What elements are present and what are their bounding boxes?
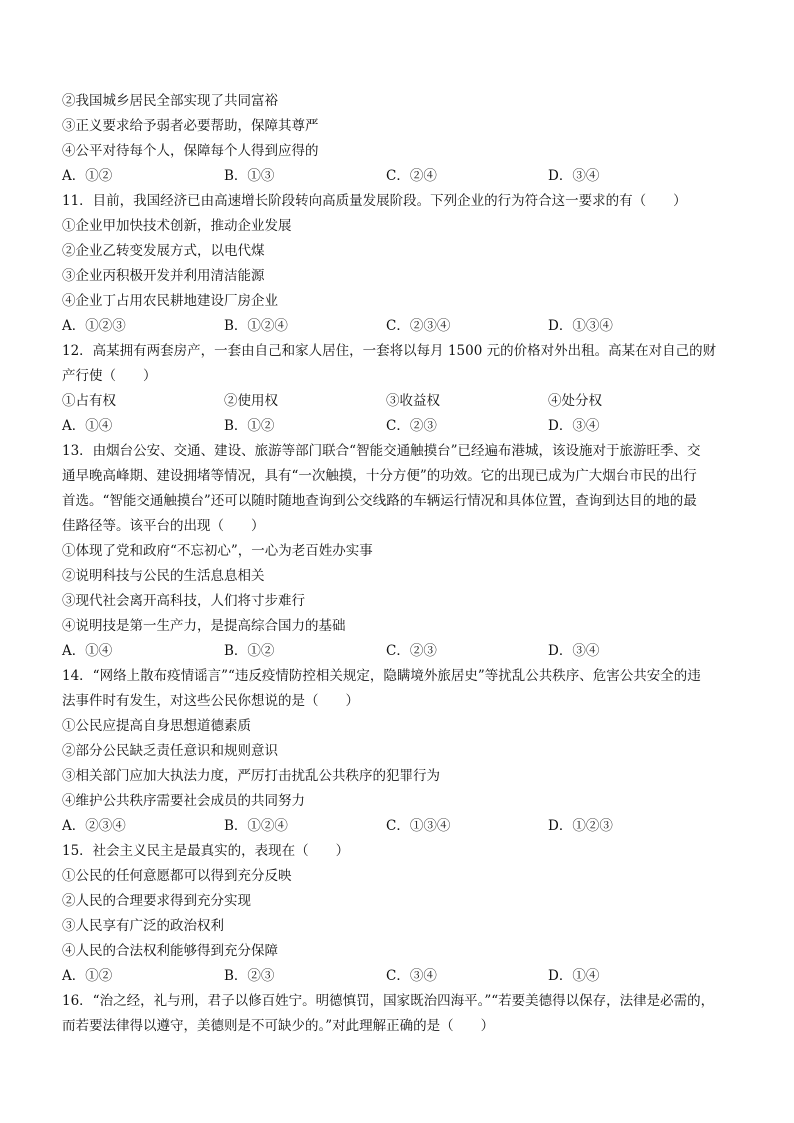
q13-stem-line-2: 通早晚高峰期、建设拥堵等情况，具有“一次触摸，十分方便”的功效。它的出现已成为广大烟台市民的出行 xyxy=(62,468,697,484)
q14-item-1: ①公民应提高自身思想道德素质 xyxy=(62,718,251,734)
q15-item-3: ③人民享有广泛的政治权利 xyxy=(62,918,224,934)
q12-item-1: ①占有权 xyxy=(62,393,116,409)
q13-option-a[interactable]: A．①④ xyxy=(62,643,113,659)
q13-stem-line-4: 佳路径等。该平台的出现（ ） xyxy=(62,518,265,534)
q15-option-a[interactable]: A．①② xyxy=(62,968,113,984)
q12-options xyxy=(62,414,734,439)
q14-item-4: ④维护公共秩序需要社会成员的共同努力 xyxy=(62,793,305,809)
q10-item-4: ④公平对待每个人，保障每个人得到应得的 xyxy=(62,143,319,159)
question-14 xyxy=(62,664,734,839)
q14-options xyxy=(62,814,734,839)
q13-item-2: ②说明科技与公民的生活息息相关 xyxy=(62,568,265,584)
q10-option-c[interactable]: C．②④ xyxy=(386,168,437,184)
q13-item-1: ①体现了党和政府“不忘初心”，一心为老百姓办实事 xyxy=(62,543,373,559)
q10-item-3: ③正义要求给予弱者必要帮助，保障其尊严 xyxy=(62,118,319,134)
q15-item-4: ④人民的合法权利能够得到充分保障 xyxy=(62,943,278,959)
q15-option-b[interactable]: B．②③ xyxy=(224,968,275,984)
q13-item-4: ④说明技是第一生产力，是提高综合国力的基础 xyxy=(62,618,346,634)
question-16 xyxy=(62,989,734,1039)
q11-option-c[interactable]: C．②③④ xyxy=(386,318,451,334)
q13-option-c[interactable]: C．②③ xyxy=(386,643,437,659)
q15-options xyxy=(62,964,734,989)
q12-item-4: ④处分权 xyxy=(548,393,602,409)
q14-option-b[interactable]: B．①②④ xyxy=(224,818,288,834)
q13-option-b[interactable]: B．①② xyxy=(224,643,275,659)
q13-option-d[interactable]: D．③④ xyxy=(548,643,600,659)
q15-stem: 15．社会主义民主是最真实的，表现在（ ） xyxy=(62,843,350,859)
q11-option-b[interactable]: B．①②④ xyxy=(224,318,288,334)
q13-options xyxy=(62,639,734,664)
q12-option-b[interactable]: B．①② xyxy=(224,418,275,434)
q15-item-1: ①公民的任何意愿都可以得到充分反映 xyxy=(62,868,292,884)
q11-item-4: ④企业丁占用农民耕地建设厂房企业 xyxy=(62,293,278,309)
q15-item-2: ②人民的合理要求得到充分实现 xyxy=(62,893,251,909)
q10-option-a[interactable]: A．①② xyxy=(62,168,113,184)
q15-option-c[interactable]: C．③④ xyxy=(386,968,437,984)
q12-item-2: ②使用权 xyxy=(224,393,278,409)
q14-item-3: ③相关部门应加大执法力度，严厉打击扰乱公共秩序的犯罪行为 xyxy=(62,768,440,784)
q12-stem-line-1: 12．高某拥有两套房产，一套由自己和家人居住，一套将以每月 1500 元的价格对外出租。高某在对自己的财 xyxy=(62,343,717,359)
q12-inline-items xyxy=(62,389,734,414)
q12-option-d[interactable]: D．③④ xyxy=(548,418,600,434)
q15-option-d[interactable]: D．①④ xyxy=(548,968,600,984)
q13-item-3: ③现代社会离开高科技，人们将寸步难行 xyxy=(62,593,305,609)
q11-stem: 11．目前，我国经济已由高速增长阶段转向高质量发展阶段。下列企业的行为符合这一要求的有（ ） xyxy=(62,193,687,209)
q14-item-2: ②部分公民缺乏责任意识和规则意识 xyxy=(62,743,278,759)
question-11 xyxy=(62,189,734,339)
q14-option-a[interactable]: A．②③④ xyxy=(62,818,126,834)
question-15 xyxy=(62,839,734,989)
q10-option-d[interactable]: D．③④ xyxy=(548,168,600,184)
q11-item-1: ①企业甲加快技术创新，推动企业发展 xyxy=(62,218,292,234)
q10-item-2: ②我国城乡居民全部实现了共同富裕 xyxy=(62,93,278,109)
q14-option-d[interactable]: D．①②③ xyxy=(548,818,613,834)
q13-stem-line-3: 首选。“智能交通触摸台”还可以随时随地查询到公交线路的车辆运行情况和具体位置，查询到达目的地的最 xyxy=(62,493,697,509)
q14-stem-line-2: 法事件时有发生，对这些公民你想说的是（ ） xyxy=(62,693,359,709)
q11-item-2: ②企业乙转变发展方式，以电代煤 xyxy=(62,243,265,259)
question-12 xyxy=(62,339,734,439)
q16-stem-line-2: 而若要法律得以遵守，美德则是不可缺少的。”对此理解正确的是（ ） xyxy=(62,1018,495,1034)
q12-option-c[interactable]: C．②③ xyxy=(386,418,437,434)
q11-options xyxy=(62,314,734,339)
q11-option-a[interactable]: A．①②③ xyxy=(62,318,126,334)
q12-option-a[interactable]: A．①④ xyxy=(62,418,113,434)
q11-option-d[interactable]: D．①③④ xyxy=(548,318,613,334)
question-13 xyxy=(62,439,734,664)
q10-options xyxy=(62,164,734,189)
q13-stem-line-1: 13．由烟台公安、交通、建设、旅游等部门联合“智能交通触摸台”已经遍布港城，该设施对于旅游旺季、交 xyxy=(62,443,701,459)
question-10-tail xyxy=(62,89,734,189)
q14-stem-line-1: 14．“网络上散布疫情谣言”“违反疫情防控相关规定，隐瞒境外旅居史”等扰乱公共秩序、危害公共安全的违 xyxy=(62,668,701,684)
q16-stem-line-1: 16．“治之经，礼与刑，君子以修百姓宁。明德慎罚，国家既治四海平。”“若要美德得以保存，法律是必需的， xyxy=(62,993,715,1009)
q12-stem-line-2: 产行使（ ） xyxy=(62,368,157,384)
q11-item-3: ③企业丙积极开发并利用清洁能源 xyxy=(62,268,265,284)
exam-page xyxy=(62,89,734,1039)
q14-option-c[interactable]: C．①③④ xyxy=(386,818,451,834)
q12-item-3: ③收益权 xyxy=(386,393,440,409)
q10-option-b[interactable]: B．①③ xyxy=(224,168,275,184)
